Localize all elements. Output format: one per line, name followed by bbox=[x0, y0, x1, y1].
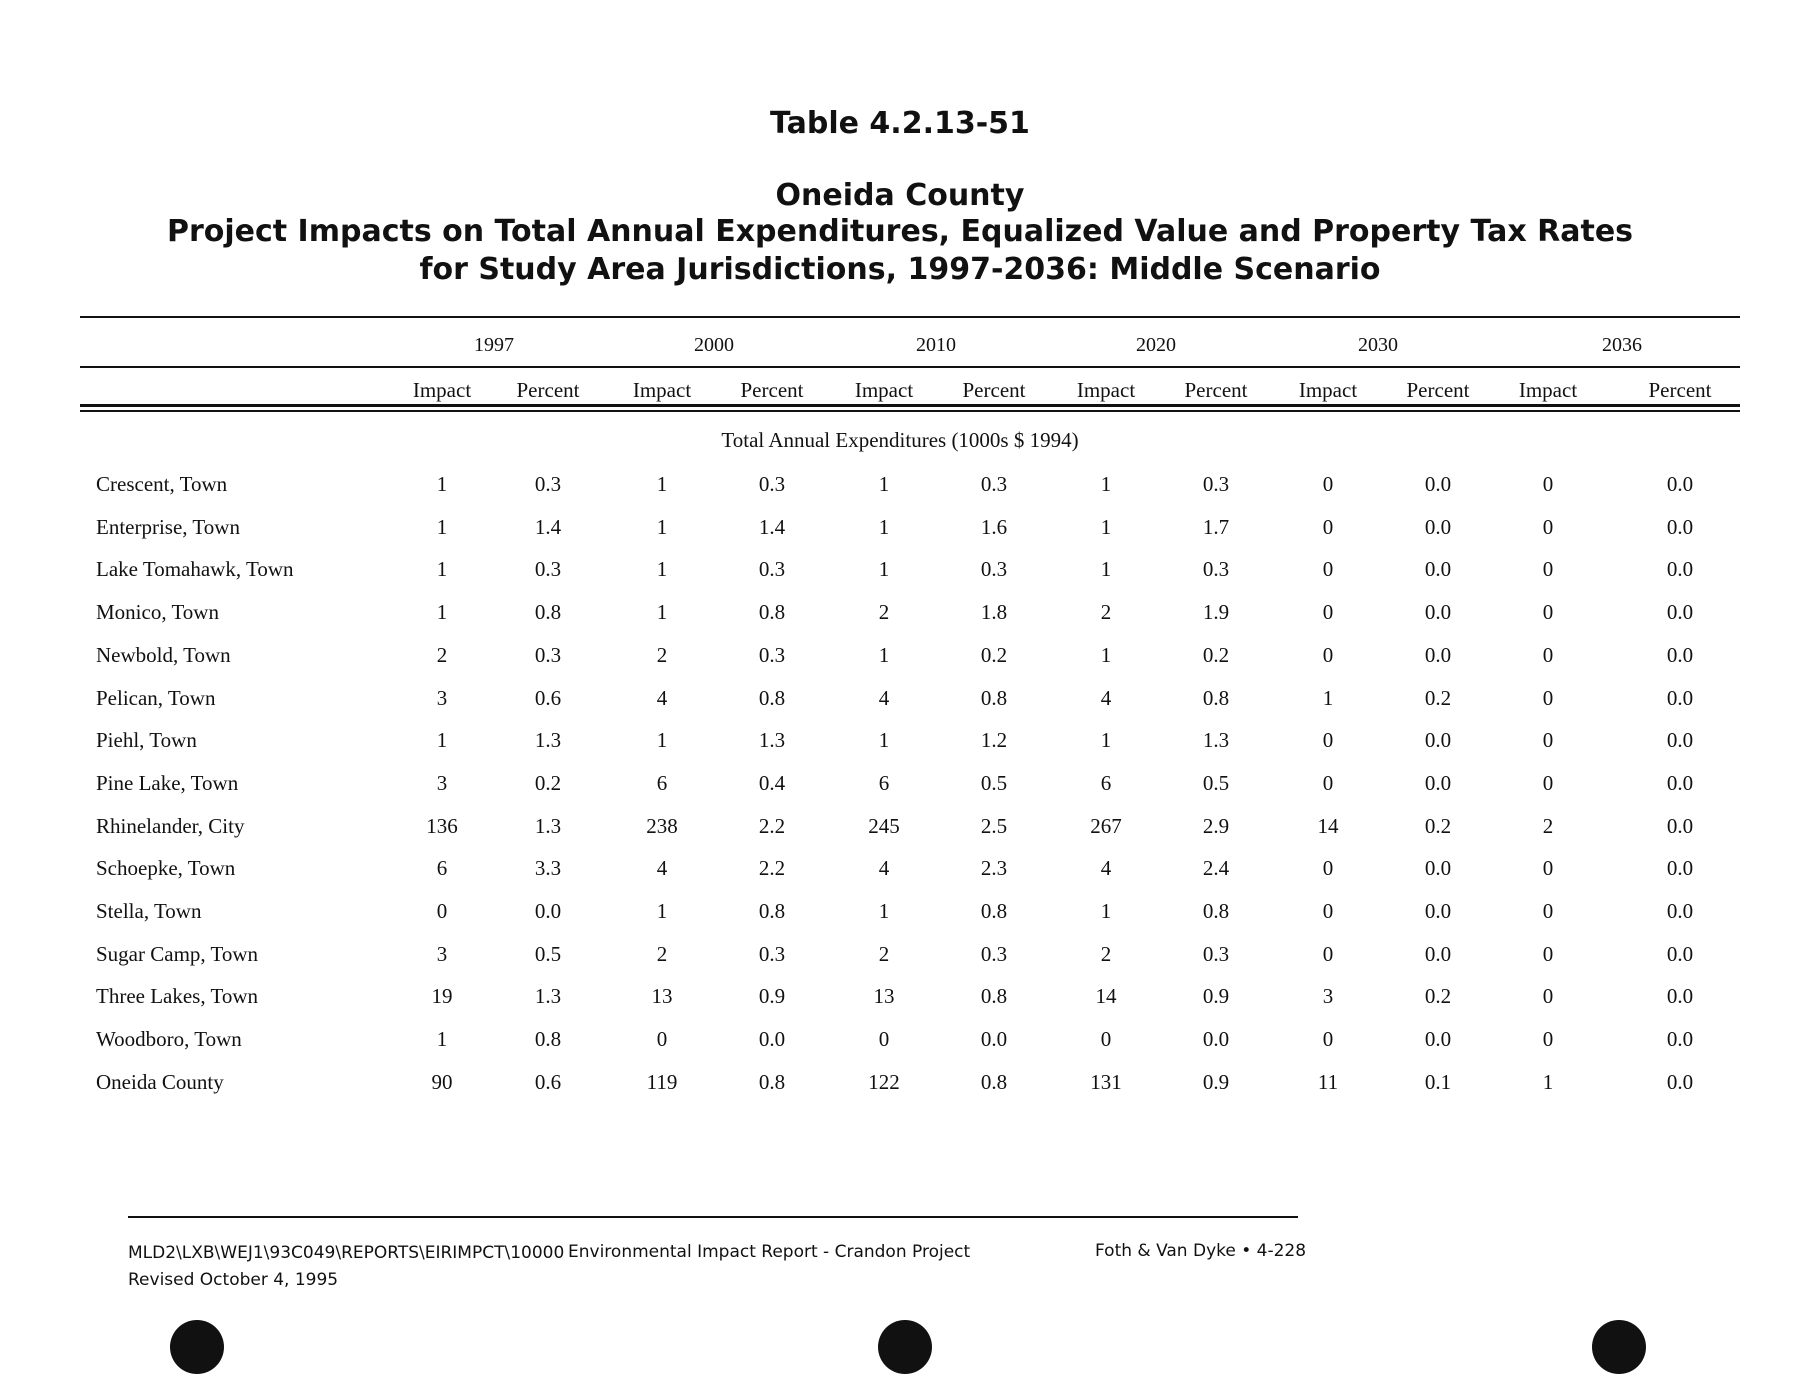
percent-cell: 0.0 bbox=[1424, 856, 1452, 880]
punch-hole-left bbox=[170, 1320, 224, 1374]
impact-cell: 6 bbox=[656, 771, 668, 795]
impact-cell: 0 bbox=[1322, 515, 1334, 539]
percent-cell: 0.3 bbox=[534, 643, 562, 667]
percent-cell: 2.4 bbox=[1202, 856, 1230, 880]
percent-cell: 0.0 bbox=[534, 899, 562, 923]
impact-cell: 0 bbox=[1542, 984, 1554, 1008]
section-label: Total Annual Expenditures (1000s $ 1994) bbox=[721, 428, 1079, 452]
table-row bbox=[0, 899, 1800, 939]
impact-cell: 1 bbox=[878, 472, 890, 496]
year-header-2030: 2030 bbox=[1358, 334, 1398, 356]
jurisdiction-name: Schoepke, Town bbox=[96, 856, 236, 880]
impact-column-header: Impact bbox=[1518, 378, 1578, 402]
percent-cell: 0.2 bbox=[1202, 643, 1230, 667]
year-header-2010: 2010 bbox=[916, 334, 956, 356]
table-row bbox=[0, 771, 1800, 811]
percent-cell: 0.2 bbox=[1424, 686, 1452, 710]
jurisdiction-name: Enterprise, Town bbox=[96, 515, 240, 539]
percent-cell: 0.8 bbox=[980, 899, 1008, 923]
table-number: Table 4.2.13-51 bbox=[770, 106, 1030, 141]
impact-cell: 0 bbox=[878, 1027, 890, 1051]
percent-cell: 0.0 bbox=[1666, 984, 1694, 1008]
impact-column-header: Impact bbox=[854, 378, 914, 402]
impact-cell: 0 bbox=[1322, 728, 1334, 752]
percent-cell: 0.0 bbox=[1424, 942, 1452, 966]
impact-cell: 3 bbox=[1322, 984, 1334, 1008]
impact-cell: 4 bbox=[656, 856, 668, 880]
impact-cell: 1 bbox=[436, 600, 448, 624]
year-header-2000: 2000 bbox=[694, 334, 734, 356]
percent-column-header: Percent bbox=[1648, 378, 1712, 402]
percent-cell: 0.0 bbox=[1666, 728, 1694, 752]
impact-cell: 14 bbox=[1095, 984, 1117, 1008]
percent-cell: 0.5 bbox=[1202, 771, 1230, 795]
table-row bbox=[0, 600, 1800, 640]
impact-cell: 0 bbox=[1542, 472, 1554, 496]
table-row bbox=[0, 1070, 1800, 1110]
percent-cell: 1.3 bbox=[534, 814, 562, 838]
table-row bbox=[0, 856, 1800, 896]
percent-cell: 0.3 bbox=[758, 557, 786, 581]
impact-cell: 0 bbox=[1100, 1027, 1112, 1051]
jurisdiction-name: Monico, Town bbox=[96, 600, 219, 624]
impact-cell: 0 bbox=[1542, 1027, 1554, 1051]
punch-hole-right bbox=[1592, 1320, 1646, 1374]
impact-cell: 2 bbox=[878, 942, 890, 966]
impact-cell: 1 bbox=[1100, 643, 1112, 667]
header-double-rule-top bbox=[80, 404, 1740, 407]
percent-column-header: Percent bbox=[1184, 378, 1248, 402]
percent-cell: 0.3 bbox=[758, 472, 786, 496]
table-row bbox=[0, 728, 1800, 768]
percent-cell: 0.2 bbox=[980, 643, 1008, 667]
percent-cell: 0.3 bbox=[534, 557, 562, 581]
jurisdiction-name: Three Lakes, Town bbox=[96, 984, 259, 1008]
impact-cell: 0 bbox=[1322, 942, 1334, 966]
impact-cell: 1 bbox=[436, 557, 448, 581]
jurisdiction-name: Pine Lake, Town bbox=[96, 771, 239, 795]
percent-cell: 0.0 bbox=[1424, 771, 1452, 795]
impact-cell: 238 bbox=[646, 814, 678, 838]
percent-cell: 0.0 bbox=[1666, 856, 1694, 880]
table-row bbox=[0, 643, 1800, 683]
impact-cell: 2 bbox=[1100, 942, 1112, 966]
percent-cell: 0.8 bbox=[534, 1027, 562, 1051]
percent-cell: 0.5 bbox=[534, 942, 562, 966]
percent-cell: 1.3 bbox=[534, 728, 562, 752]
percent-cell: 0.8 bbox=[1202, 686, 1230, 710]
percent-cell: 2.9 bbox=[1202, 814, 1230, 838]
jurisdiction-name: Rhinelander, City bbox=[96, 814, 245, 838]
percent-cell: 2.2 bbox=[758, 814, 786, 838]
percent-cell: 0.6 bbox=[534, 686, 562, 710]
impact-cell: 0 bbox=[1322, 472, 1334, 496]
table-county-title: Oneida County bbox=[775, 178, 1025, 213]
impact-cell: 1 bbox=[656, 600, 668, 624]
impact-cell: 4 bbox=[878, 856, 890, 880]
impact-cell: 6 bbox=[878, 771, 890, 795]
percent-cell: 0.3 bbox=[980, 472, 1008, 496]
percent-cell: 0.1 bbox=[1424, 1070, 1452, 1094]
percent-cell: 0.0 bbox=[1202, 1027, 1230, 1051]
impact-cell: 3 bbox=[436, 686, 448, 710]
impact-cell: 13 bbox=[873, 984, 895, 1008]
impact-cell: 245 bbox=[868, 814, 900, 838]
percent-cell: 0.3 bbox=[980, 557, 1008, 581]
percent-cell: 0.0 bbox=[1424, 600, 1452, 624]
impact-cell: 0 bbox=[1542, 942, 1554, 966]
impact-cell: 1 bbox=[656, 899, 668, 923]
impact-cell: 1 bbox=[656, 728, 668, 752]
impact-column-header: Impact bbox=[632, 378, 692, 402]
percent-cell: 0.0 bbox=[1666, 942, 1694, 966]
impact-cell: 4 bbox=[878, 686, 890, 710]
impact-cell: 4 bbox=[656, 686, 668, 710]
percent-cell: 0.2 bbox=[1424, 814, 1452, 838]
percent-cell: 1.3 bbox=[534, 984, 562, 1008]
impact-cell: 0 bbox=[1542, 643, 1554, 667]
impact-cell: 0 bbox=[656, 1027, 668, 1051]
impact-cell: 1 bbox=[1542, 1070, 1554, 1094]
percent-cell: 0.0 bbox=[980, 1027, 1008, 1051]
jurisdiction-name: Sugar Camp, Town bbox=[96, 942, 259, 966]
table-row bbox=[0, 472, 1800, 512]
table-row bbox=[0, 984, 1800, 1024]
impact-cell: 0 bbox=[1542, 771, 1554, 795]
percent-column-header: Percent bbox=[516, 378, 580, 402]
impact-cell: 1 bbox=[1100, 557, 1112, 581]
percent-cell: 0.5 bbox=[980, 771, 1008, 795]
percent-column-header: Percent bbox=[740, 378, 804, 402]
jurisdiction-name: Pelican, Town bbox=[96, 686, 216, 710]
footer-rule bbox=[128, 1216, 1298, 1218]
impact-cell: 1 bbox=[436, 472, 448, 496]
impact-cell: 3 bbox=[436, 942, 448, 966]
percent-cell: 0.3 bbox=[534, 472, 562, 496]
percent-cell: 0.6 bbox=[534, 1070, 562, 1094]
table-row bbox=[0, 1027, 1800, 1067]
percent-column-header: Percent bbox=[1406, 378, 1470, 402]
impact-cell: 0 bbox=[436, 899, 448, 923]
percent-cell: 0.0 bbox=[1424, 1027, 1452, 1051]
percent-cell: 0.8 bbox=[758, 899, 786, 923]
impact-cell: 1 bbox=[436, 515, 448, 539]
impact-cell: 1 bbox=[1322, 686, 1334, 710]
impact-cell: 0 bbox=[1322, 1027, 1334, 1051]
percent-cell: 0.0 bbox=[1424, 557, 1452, 581]
percent-cell: 1.4 bbox=[534, 515, 562, 539]
percent-cell: 0.8 bbox=[980, 984, 1008, 1008]
percent-cell: 1.6 bbox=[980, 515, 1008, 539]
impact-cell: 2 bbox=[1542, 814, 1554, 838]
year-header-2020: 2020 bbox=[1136, 334, 1176, 356]
percent-cell: 1.4 bbox=[758, 515, 786, 539]
impact-cell: 1 bbox=[1100, 515, 1112, 539]
percent-cell: 1.3 bbox=[1202, 728, 1230, 752]
percent-cell: 0.8 bbox=[1202, 899, 1230, 923]
impact-cell: 0 bbox=[1322, 643, 1334, 667]
table-row bbox=[0, 942, 1800, 982]
impact-cell: 90 bbox=[431, 1070, 453, 1094]
impact-column-header: Impact bbox=[1076, 378, 1136, 402]
percent-cell: 1.2 bbox=[980, 728, 1008, 752]
impact-cell: 1 bbox=[878, 515, 890, 539]
percent-cell: 0.2 bbox=[534, 771, 562, 795]
footer-file-path: MLD2\LXB\WEJ1\93C049\REPORTS\EIRIMPCT\10000 bbox=[128, 1243, 565, 1263]
impact-cell: 131 bbox=[1090, 1070, 1122, 1094]
table-row bbox=[0, 814, 1800, 854]
impact-cell: 6 bbox=[436, 856, 448, 880]
impact-cell: 0 bbox=[1542, 899, 1554, 923]
impact-cell: 0 bbox=[1542, 856, 1554, 880]
jurisdiction-name: Piehl, Town bbox=[96, 728, 197, 752]
top-rule bbox=[80, 316, 1740, 318]
percent-cell: 0.0 bbox=[1666, 515, 1694, 539]
impact-cell: 2 bbox=[656, 942, 668, 966]
percent-cell: 0.8 bbox=[758, 1070, 786, 1094]
impact-cell: 0 bbox=[1542, 515, 1554, 539]
percent-cell: 0.0 bbox=[1424, 899, 1452, 923]
percent-cell: 0.0 bbox=[1424, 728, 1452, 752]
percent-cell: 0.9 bbox=[1202, 984, 1230, 1008]
percent-cell: 0.4 bbox=[758, 771, 786, 795]
percent-cell: 0.0 bbox=[1666, 1070, 1694, 1094]
impact-cell: 2 bbox=[878, 600, 890, 624]
impact-cell: 0 bbox=[1322, 557, 1334, 581]
percent-cell: 0.2 bbox=[1424, 984, 1452, 1008]
jurisdiction-name: Woodboro, Town bbox=[96, 1027, 242, 1051]
impact-cell: 1 bbox=[1100, 472, 1112, 496]
percent-cell: 0.3 bbox=[758, 942, 786, 966]
impact-cell: 1 bbox=[436, 728, 448, 752]
impact-cell: 0 bbox=[1542, 557, 1554, 581]
percent-cell: 0.8 bbox=[534, 600, 562, 624]
impact-cell: 1 bbox=[656, 515, 668, 539]
impact-cell: 1 bbox=[656, 472, 668, 496]
impact-cell: 122 bbox=[868, 1070, 900, 1094]
footer-revised-date: Revised October 4, 1995 bbox=[128, 1270, 339, 1290]
impact-cell: 1 bbox=[878, 728, 890, 752]
percent-cell: 0.8 bbox=[758, 600, 786, 624]
impact-cell: 2 bbox=[1100, 600, 1112, 624]
percent-cell: 0.0 bbox=[1666, 1027, 1694, 1051]
impact-column-header: Impact bbox=[1298, 378, 1358, 402]
percent-cell: 0.3 bbox=[758, 643, 786, 667]
percent-cell: 1.9 bbox=[1202, 600, 1230, 624]
impact-cell: 19 bbox=[431, 984, 453, 1008]
impact-column-header: Impact bbox=[412, 378, 472, 402]
percent-cell: 0.9 bbox=[758, 984, 786, 1008]
impact-cell: 1 bbox=[878, 643, 890, 667]
impact-cell: 0 bbox=[1322, 600, 1334, 624]
percent-cell: 0.0 bbox=[1666, 771, 1694, 795]
table-row bbox=[0, 557, 1800, 597]
percent-cell: 1.7 bbox=[1202, 515, 1230, 539]
impact-cell: 13 bbox=[651, 984, 673, 1008]
year-header-1997: 1997 bbox=[474, 334, 514, 356]
percent-cell: 2.5 bbox=[980, 814, 1008, 838]
impact-cell: 2 bbox=[656, 643, 668, 667]
impact-cell: 4 bbox=[1100, 686, 1112, 710]
percent-cell: 0.0 bbox=[1666, 472, 1694, 496]
impact-cell: 2 bbox=[436, 643, 448, 667]
percent-cell: 1.3 bbox=[758, 728, 786, 752]
percent-cell: 0.0 bbox=[1666, 643, 1694, 667]
impact-cell: 1 bbox=[1100, 899, 1112, 923]
impact-cell: 14 bbox=[1317, 814, 1339, 838]
percent-cell: 0.0 bbox=[1666, 899, 1694, 923]
percent-cell: 3.3 bbox=[534, 856, 562, 880]
percent-cell: 0.0 bbox=[1666, 557, 1694, 581]
impact-cell: 1 bbox=[878, 899, 890, 923]
percent-cell: 0.8 bbox=[980, 1070, 1008, 1094]
percent-cell: 0.3 bbox=[980, 942, 1008, 966]
percent-cell: 2.3 bbox=[980, 856, 1008, 880]
table-row bbox=[0, 515, 1800, 555]
percent-column-header: Percent bbox=[962, 378, 1026, 402]
percent-cell: 0.0 bbox=[1666, 686, 1694, 710]
jurisdiction-name: Crescent, Town bbox=[96, 472, 228, 496]
table-subtitle-line2: for Study Area Jurisdictions, 1997-2036: Middle Scenario bbox=[419, 252, 1381, 287]
impact-cell: 119 bbox=[646, 1070, 678, 1094]
impact-cell: 4 bbox=[1100, 856, 1112, 880]
footer-report-title: Environmental Impact Report - Crandon Project bbox=[568, 1242, 971, 1262]
impact-cell: 136 bbox=[426, 814, 458, 838]
percent-cell: 0.0 bbox=[758, 1027, 786, 1051]
impact-cell: 0 bbox=[1322, 856, 1334, 880]
impact-cell: 0 bbox=[1322, 899, 1334, 923]
percent-cell: 0.3 bbox=[1202, 472, 1230, 496]
percent-cell: 0.0 bbox=[1424, 472, 1452, 496]
impact-cell: 267 bbox=[1090, 814, 1122, 838]
impact-cell: 1 bbox=[436, 1027, 448, 1051]
year-rule bbox=[80, 366, 1740, 368]
percent-cell: 0.8 bbox=[980, 686, 1008, 710]
impact-cell: 0 bbox=[1322, 771, 1334, 795]
table-subtitle-line1: Project Impacts on Total Annual Expenditures, Equalized Value and Property Tax Rates bbox=[166, 214, 1634, 249]
year-header-2036: 2036 bbox=[1602, 334, 1642, 356]
table-row bbox=[0, 686, 1800, 726]
impact-cell: 11 bbox=[1317, 1070, 1339, 1094]
punch-hole-center bbox=[878, 1320, 932, 1374]
percent-cell: 2.2 bbox=[758, 856, 786, 880]
footer-firm-page: Foth & Van Dyke • 4-228 bbox=[1095, 1241, 1307, 1261]
impact-cell: 0 bbox=[1542, 600, 1554, 624]
impact-cell: 6 bbox=[1100, 771, 1112, 795]
impact-cell: 0 bbox=[1542, 686, 1554, 710]
percent-cell: 0.0 bbox=[1666, 814, 1694, 838]
impact-cell: 1 bbox=[656, 557, 668, 581]
jurisdiction-name: Oneida County bbox=[96, 1070, 224, 1094]
percent-cell: 1.8 bbox=[980, 600, 1008, 624]
percent-cell: 0.3 bbox=[1202, 942, 1230, 966]
percent-cell: 0.0 bbox=[1424, 643, 1452, 667]
jurisdiction-name: Newbold, Town bbox=[96, 643, 231, 667]
percent-cell: 0.0 bbox=[1424, 515, 1452, 539]
jurisdiction-name: Stella, Town bbox=[96, 899, 202, 923]
impact-cell: 1 bbox=[1100, 728, 1112, 752]
percent-cell: 0.9 bbox=[1202, 1070, 1230, 1094]
impact-cell: 3 bbox=[436, 771, 448, 795]
header-double-rule-bottom bbox=[80, 410, 1740, 412]
percent-cell: 0.3 bbox=[1202, 557, 1230, 581]
jurisdiction-name: Lake Tomahawk, Town bbox=[96, 557, 294, 581]
percent-cell: 0.0 bbox=[1666, 600, 1694, 624]
impact-cell: 1 bbox=[878, 557, 890, 581]
percent-cell: 0.8 bbox=[758, 686, 786, 710]
impact-cell: 0 bbox=[1542, 728, 1554, 752]
